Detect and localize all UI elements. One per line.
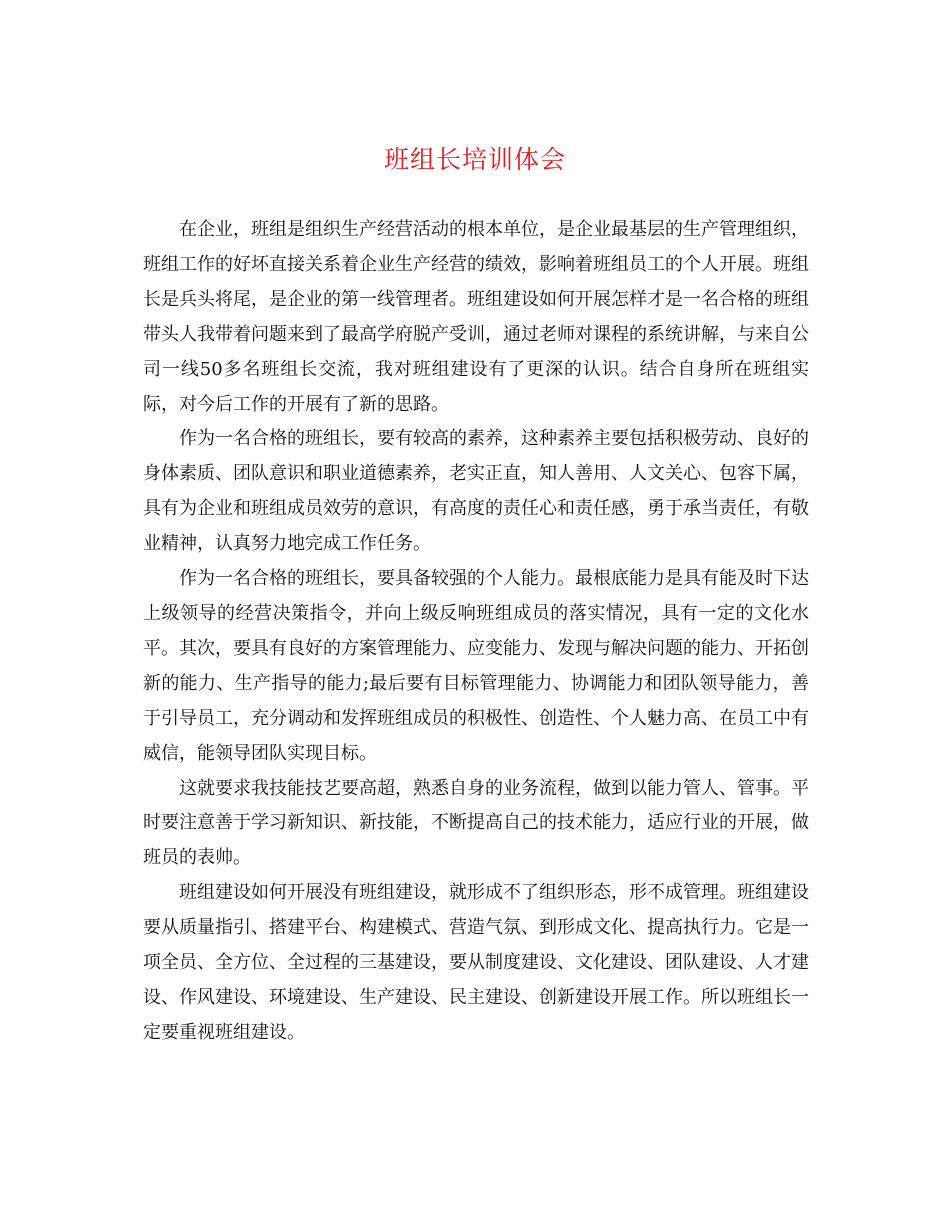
paragraph-1: 在企业，班组是组织生产经营活动的根本单位，是企业最基层的生产管理组织，班组工作的好坏直接关系着企业生产经营的绩效，影响着班组员工的个人开展。班组长是兵头将尾，是企业的第一线管理者。班组建设如何开展怎样才是一名合格的班组带头人我带着问题来到了最高学府脱产受训，通过老师对课程的系统讲解，与来自公司一线50多名班组长交流，我对班组建设有了更深的认识。结合自身所在班组实际，对今后工作的开展有了新的思路。 — [143, 219, 809, 415]
document-body — [143, 213, 809, 1051]
paragraph-2: 作为一名合格的班组长，要有较高的素养，这种素养主要包括积极劳动、良好的身体素质、团队意识和职业道德素养，老实正直，知人善用、人文关心、包容下属，具有为企业和班组成员效劳的意识，有高度的责任心和责任感，勇于承当责任，有敬业精神，认真努力地完成工作任务。 — [143, 428, 809, 555]
paragraph-5: 班组建设如何开展没有班组建设，就形成不了组织形态，形不成管理。班组建设要从质量指引、搭建平台、构建模式、营造气氛、到形成文化、提高执行力。它是一项全员、全方位、全过程的三基建设，要从制度建设、文化建设、团队建设、人才建设、作风建设、环境建设、生产建设、民主建设、创新建设开展工作。所以班组长一定要重视班组建设。 — [143, 882, 809, 1043]
paragraph-3: 作为一名合格的班组长，要具备较强的个人能力。最根底能力是具有能及时下达上级领导的经营决策指令，并向上级反响班组成员的落实情况，具有一定的文化水平。其次，要具有良好的方案管理能力、应变能力、发现与解决问题的能力、开拓创新的能力、生产指导的能力;最后要有目标管理能力、协调能力和团队领导能力，善于引导员工，充分调动和发挥班组成员的积极性、创造性、个人魅力高、在员工中有威信，能领导团队实现目标。 — [143, 568, 809, 764]
paragraph-4: 这就要求我技能技艺要高超，熟悉自身的业务流程，做到以能力管人、管事。平时要注意善于学习新知识、新技能，不断提高自己的技术能力，适应行业的开展，做班员的表帅。 — [143, 777, 809, 869]
document-title: 班组长培训体会 — [383, 145, 566, 174]
